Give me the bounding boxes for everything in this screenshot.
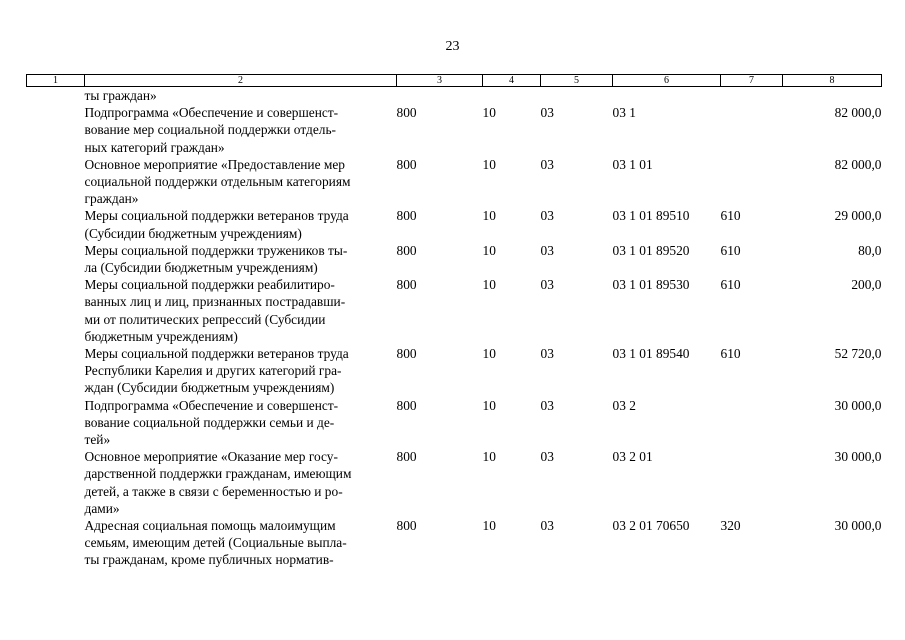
- cell-amount: 82 000,0: [834, 105, 882, 121]
- cell-amount: 82 000,0: [834, 156, 882, 172]
- cell-expense-type: [721, 87, 783, 105]
- description-line: Меры социальной поддержки ветеранов труда: [84, 346, 349, 362]
- cell-number: [27, 397, 85, 449]
- cell-section: 10: [482, 346, 496, 362]
- cell-subsection: 03: [540, 156, 554, 172]
- column-header-3: 3: [397, 75, 483, 87]
- cell-description: [85, 242, 397, 276]
- cell-admin-code: 800: [396, 277, 417, 293]
- cell-section: 10: [482, 397, 496, 413]
- cell-target-article: 03 2 01: [612, 449, 653, 465]
- cell-description: [85, 517, 397, 569]
- cell-section: 10: [482, 105, 496, 121]
- cell-admin-code: 800: [396, 242, 417, 258]
- description-line: ла (Субсидии бюджетным учреждениям): [84, 260, 318, 276]
- cell-subsection: 03: [540, 397, 554, 413]
- description-line: граждан»: [84, 191, 139, 207]
- cell-expense-type: 610: [720, 277, 741, 293]
- cell-subsection: [541, 87, 613, 105]
- cell-subsection: 03: [540, 208, 554, 224]
- cell-target-article: 03 2 01 70650: [612, 518, 690, 534]
- table-row: [27, 87, 882, 105]
- cell-number: [27, 448, 85, 517]
- description-line: вование социальной поддержки семьи и де-: [84, 414, 335, 430]
- cell-admin-code: 800: [396, 449, 417, 465]
- description-line: ми от политических репрессий (Субсидии: [84, 311, 326, 327]
- description-line: Республики Карелия и других категорий гра-: [84, 363, 342, 379]
- table-row: [27, 156, 882, 208]
- description-line: дарственной поддержки гражданам, имеющим: [84, 466, 352, 482]
- cell-expense-type: 320: [720, 518, 741, 534]
- cell-admin-code: 800: [396, 105, 417, 121]
- budget-table: [26, 74, 882, 569]
- cell-expense-type: 610: [720, 242, 741, 258]
- table-row: [27, 104, 882, 156]
- cell-admin-code: 800: [396, 518, 417, 534]
- table-row: [27, 345, 882, 397]
- cell-section: 10: [482, 518, 496, 534]
- cell-subsection: 03: [540, 449, 554, 465]
- cell-admin-code: 800: [396, 208, 417, 224]
- cell-section: 10: [482, 208, 496, 224]
- cell-description: [85, 276, 397, 345]
- column-header-7: 7: [721, 75, 783, 87]
- cell-section: 10: [482, 277, 496, 293]
- description-line: Меры социальной поддержки реабилитиро-: [84, 277, 335, 293]
- description-line: ты граждан»: [84, 88, 157, 103]
- description-line: Основное мероприятие «Оказание мер госу-: [84, 449, 338, 465]
- cell-subsection: 03: [540, 518, 554, 534]
- table-row: [27, 517, 882, 569]
- cell-target-article: 03 1 01: [612, 156, 653, 172]
- cell-number: [27, 104, 85, 156]
- description-line: Подпрограмма «Обеспечение и совершенст-: [84, 105, 339, 121]
- description-line: дами»: [84, 500, 120, 516]
- table-row: [27, 242, 882, 276]
- cell-amount: 80,0: [858, 242, 882, 258]
- cell-description: [85, 156, 397, 208]
- cell-expense-type: [721, 104, 783, 156]
- column-header-4: 4: [483, 75, 541, 87]
- cell-admin-code: 800: [396, 397, 417, 413]
- description-line: Основное мероприятие «Предоставление мер: [84, 156, 345, 172]
- description-line: социальной поддержки отдельным категориям: [84, 174, 351, 190]
- cell-target-article: [613, 87, 721, 105]
- table-row: [27, 397, 882, 449]
- cell-expense-type: [721, 156, 783, 208]
- description-line: ванных лиц и лиц, признанных пострадавши-: [84, 294, 346, 310]
- cell-admin-code: [397, 87, 483, 105]
- cell-target-article: 03 1: [612, 105, 636, 121]
- description-line: (Субсидии бюджетным учреждениям): [84, 225, 302, 241]
- cell-admin-code: 800: [396, 156, 417, 172]
- cell-description: [85, 345, 397, 397]
- column-header-8: 8: [783, 75, 882, 87]
- cell-amount: 29 000,0: [834, 208, 882, 224]
- description-line: ждан (Субсидии бюджетным учреждениям): [84, 380, 335, 396]
- cell-admin-code: 800: [396, 346, 417, 362]
- cell-amount: 30 000,0: [834, 397, 882, 413]
- cell-description: [85, 87, 397, 105]
- cell-expense-type: [721, 448, 783, 517]
- table-row: [27, 448, 882, 517]
- description-line: Меры социальной поддержки тружеников ты-: [84, 242, 348, 258]
- cell-description: [85, 104, 397, 156]
- cell-amount: 30 000,0: [834, 449, 882, 465]
- description-line: ты гражданам, кроме публичных норматив-: [84, 552, 334, 568]
- description-line: бюджетным учреждениям): [84, 328, 238, 344]
- column-header-2: 2: [85, 75, 397, 87]
- cell-description: [85, 207, 397, 241]
- table-body: [27, 87, 882, 569]
- cell-expense-type: 610: [720, 208, 741, 224]
- description-line: детей, а также в связи с беременностью и ро-: [84, 483, 343, 499]
- cell-section: 10: [482, 449, 496, 465]
- cell-target-article: 03 1 01 89530: [612, 277, 690, 293]
- cell-number: [27, 87, 85, 105]
- cell-subsection: 03: [540, 105, 554, 121]
- cell-section: [483, 87, 541, 105]
- cell-target-article: 03 1 01 89540: [612, 346, 690, 362]
- cell-subsection: 03: [540, 242, 554, 258]
- cell-description: [85, 448, 397, 517]
- cell-amount: 52 720,0: [834, 346, 882, 362]
- column-header-5: 5: [541, 75, 613, 87]
- column-header-6: 6: [613, 75, 721, 87]
- description-line: Подпрограмма «Обеспечение и совершенст-: [84, 397, 339, 413]
- cell-section: 10: [482, 156, 496, 172]
- cell-expense-type: 610: [720, 346, 741, 362]
- table-row: [27, 207, 882, 241]
- cell-target-article: 03 1 01 89510: [612, 208, 690, 224]
- cell-amount: 200,0: [851, 277, 882, 293]
- cell-section: 10: [482, 242, 496, 258]
- description-line: Меры социальной поддержки ветеранов труда: [84, 208, 349, 224]
- cell-amount: 30 000,0: [834, 518, 882, 534]
- cell-subsection: 03: [540, 346, 554, 362]
- column-header-row: [27, 75, 882, 87]
- cell-expense-type: [721, 397, 783, 449]
- cell-target-article: 03 2: [612, 397, 636, 413]
- cell-number: [27, 207, 85, 241]
- cell-number: [27, 345, 85, 397]
- cell-description: [85, 397, 397, 449]
- cell-number: [27, 517, 85, 569]
- column-header-1: 1: [27, 75, 85, 87]
- page-number: 23: [445, 39, 460, 54]
- description-line: семьям, имеющим детей (Социальные выпла-: [84, 535, 347, 551]
- cell-number: [27, 156, 85, 208]
- cell-number: [27, 242, 85, 276]
- description-line: тей»: [84, 432, 111, 448]
- table-row: [27, 276, 882, 345]
- cell-subsection: 03: [540, 277, 554, 293]
- description-line: вование мер социальной поддержки отдель-: [84, 122, 337, 138]
- description-line: ных категорий граждан»: [84, 139, 225, 155]
- cell-amount: [783, 87, 882, 105]
- description-line: Адресная социальная помощь малоимущим: [84, 518, 336, 534]
- cell-number: [27, 276, 85, 345]
- cell-target-article: 03 1 01 89520: [612, 242, 690, 258]
